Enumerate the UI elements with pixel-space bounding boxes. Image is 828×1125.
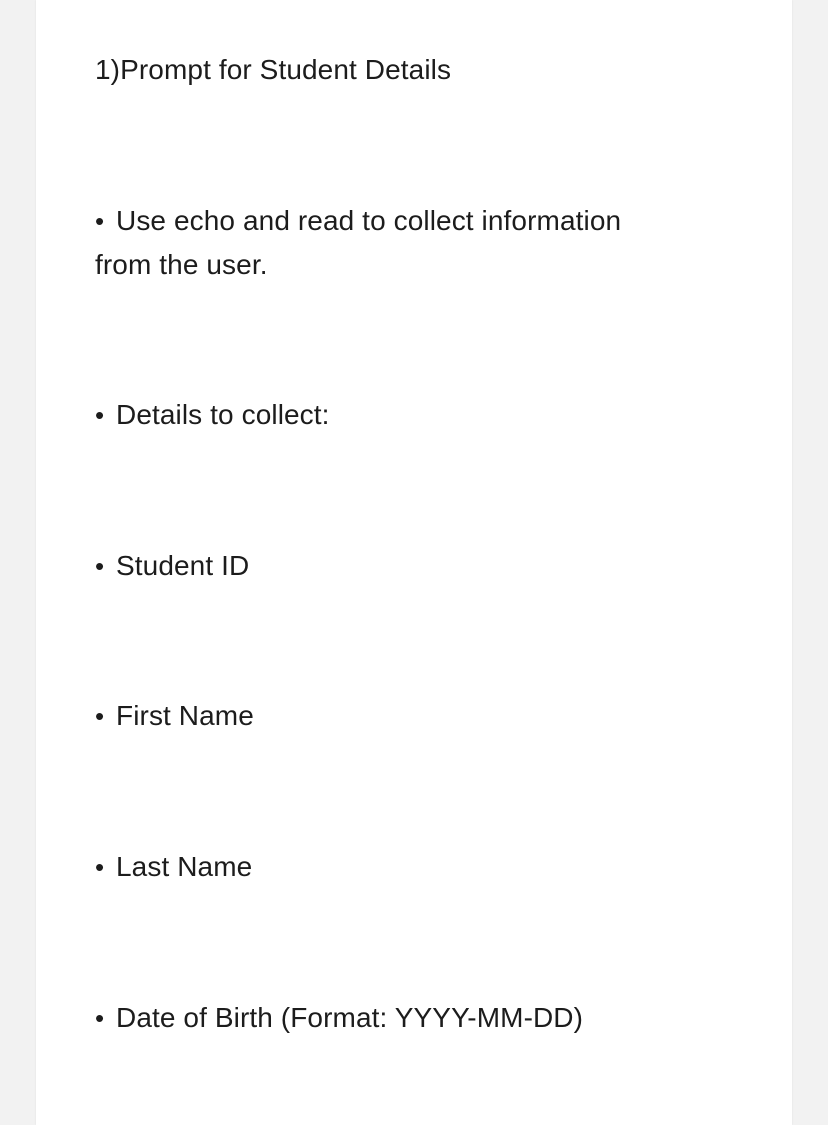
list-item-text: Use echo and read to collect information [116,205,622,236]
list-item-text: First Name [116,700,254,731]
list-item [95,845,715,889]
document-page [36,0,792,1125]
bullet-icon: • [95,400,105,430]
list-item-text: Date of Birth (Format: YYYY-MM-DD) [116,1002,584,1033]
bullet-icon: • [95,551,105,581]
list-item [95,694,715,738]
list-item-text: Last Name [116,851,253,882]
list-item-text: Details to collect: [116,399,330,430]
list-item-text: Student ID [116,550,250,581]
bullet-icon: • [95,852,105,882]
section-heading: 1)Prompt for Student Details [95,54,452,85]
bullet-icon: • [95,206,105,236]
list-item [95,199,715,243]
bullet-icon: • [95,701,105,731]
bullet-icon: • [95,1003,105,1033]
list-item [95,544,715,588]
list-item-continuation: from the user. [95,249,268,280]
list-item [95,393,715,437]
list-item [95,996,715,1040]
